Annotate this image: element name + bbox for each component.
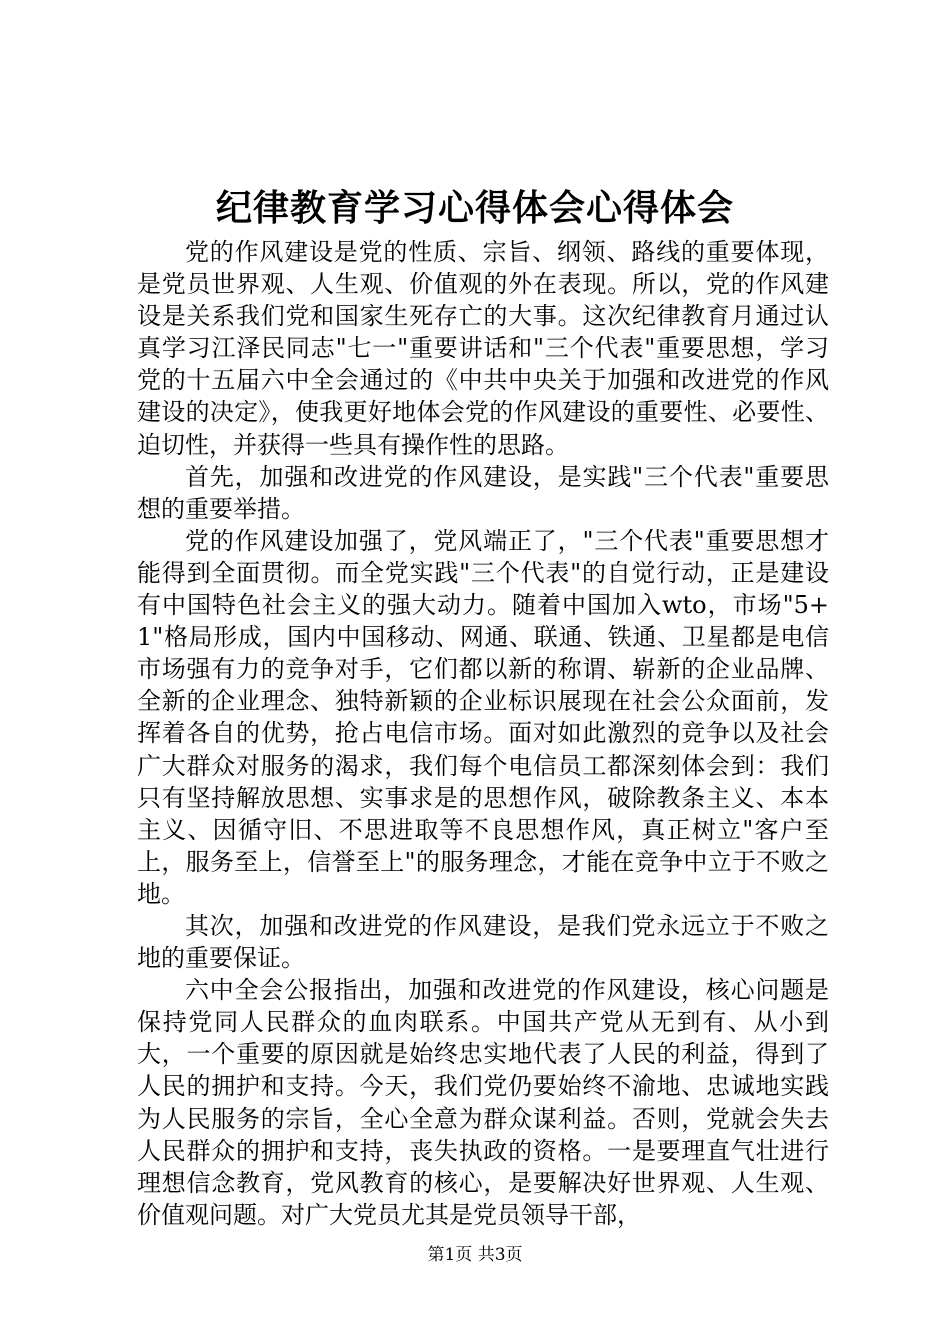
document-body [137, 236, 829, 1231]
paragraph: 首先，加强和改进党的作风建设，是实践"三个代表"重要思想的重要举措。 [137, 462, 829, 523]
paragraph: 其次，加强和改进党的作风建设，是我们党永远立于不败之地的重要保证。 [137, 911, 829, 973]
paragraph: 党的作风建设是党的性质、宗旨、纲领、路线的重要体现，是党员世界观、人生观、价值观的外在表现。所以，党的作风建设是关系我们党和国家生死存亡的大事。这次纪律教育月通过认真学习江泽民同志"七一"重要讲话和"三个代表"重要思想，学习党的十五届六中全会通过的《中共中央关于加强和改进党的作风建设的决定》，使我更好地体会党的作风建设的重要性、必要性、迫切性，并获得一些具有操作性的思路。 [137, 238, 829, 459]
paragraph: 党的作风建设加强了，党风端正了，"三个代表"重要思想才能得到全面贯彻。而全党实践"三个代表"的自觉行动，正是建设有中国特色社会主义的强大动力。随着中国加入wto，市场"5+1"格局形成，国内中国移动、网通、联通、铁通、卫星都是电信市场强有力的竞争对手，它们都以新的称谓、崭新的企业品牌、全新的企业理念、独特新颖的企业标识展现在社会公众面前，发挥着各自的优势，抢占电信市场。面对如此激烈的竞争以及社会广大群众对服务的渴求，我们每个电信员工都深刻体会到：我们只有坚持解放思想、实事求是的思想作风，破除教条主义、本本主义、因循守旧、不思进取等不良思想作风，真正树立"客户至上，服务至上，信誉至上"的服务理念，才能在竞争中立于不败之地。 [137, 526, 829, 908]
document-title: 纪律教育学习心得体会心得体会 [215, 187, 734, 229]
paragraph: 六中全会公报指出，加强和改进党的作风建设，核心问题是保持党同人民群众的血肉联系。中国共产党从无到有、从小到大，一个重要的原因就是始终忠实地代表了人民的利益，得到了人民的拥护和支持。今天，我们党仍要始终不渝地、忠诚地实践为人民服务的宗旨，全心全意为群众谋利益。否则，党就会失去人民群众的拥护和支持，丧失执政的资格。一是要理直气壮进行理想信念教育，党风教育的核心，是要解决好世界观、人生观、价值观问题。对广大党员尤其是党员领导干部， [137, 976, 829, 1229]
page-number-footer: 第1页 共3页 [427, 1245, 523, 1265]
